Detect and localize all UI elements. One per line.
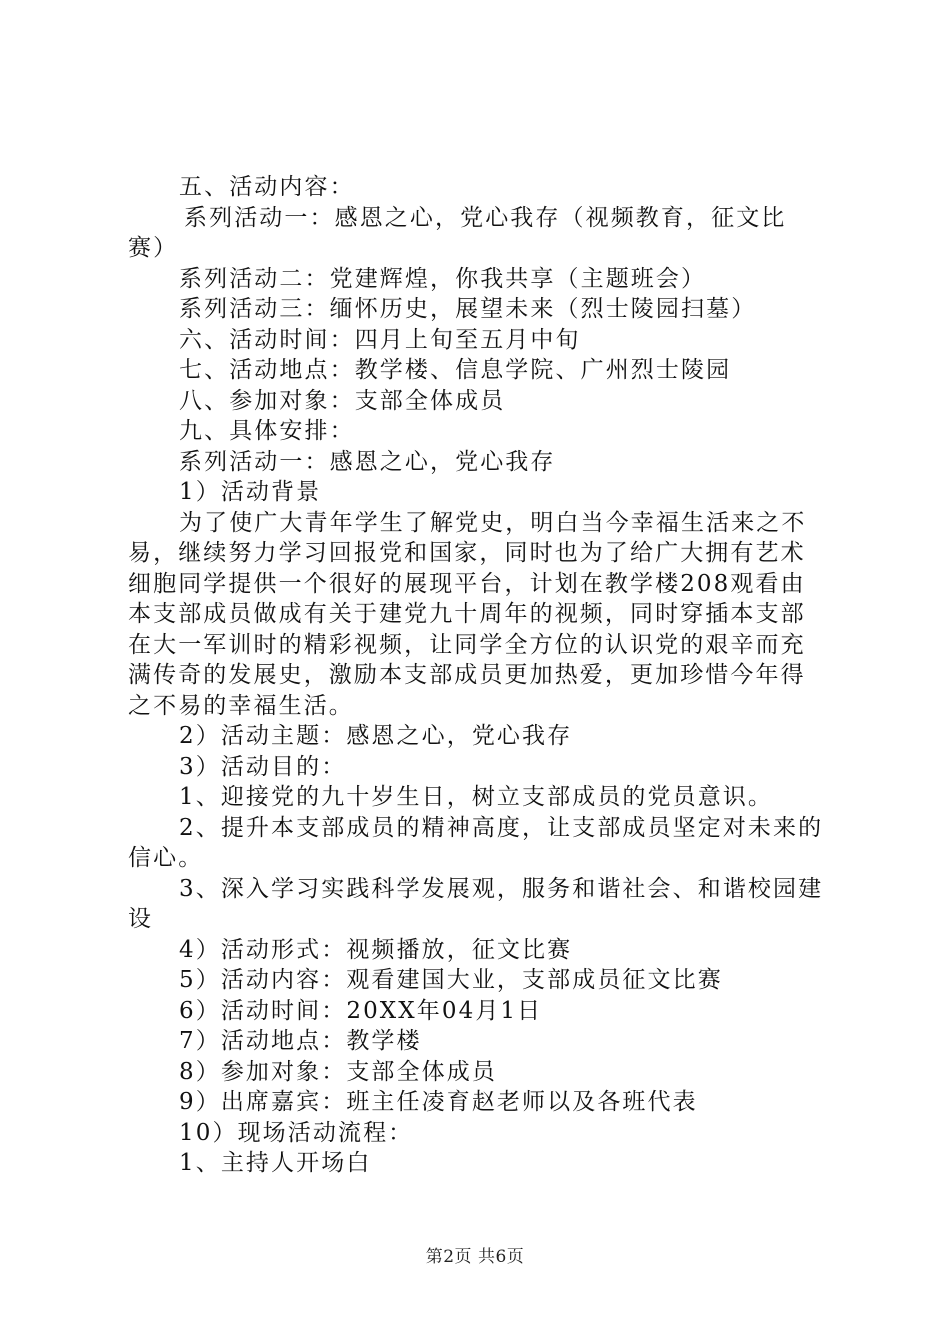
text-line: 5）活动内容：观看建国大业，支部成员征文比赛 (179, 967, 723, 993)
text-line: 1、主持人开场白 (179, 1150, 372, 1176)
text-line: 3、深入学习实践科学发展观，服务和谐社会、和谐校园建 (179, 875, 824, 902)
section-heading-participants: 八、参加对象：支部全体成员 (179, 387, 506, 414)
text-line: 设 (128, 906, 154, 932)
text-line: 7）活动地点：教学楼 (179, 1028, 422, 1054)
paragraph-line: 本支部成员做成有关于建党九十周年的视频，同时穿插本支部 (128, 601, 806, 627)
page-number-label: 第2页 共6页 (425, 1247, 525, 1267)
text-line: 系列活动一：感恩之心，党心我存 (179, 448, 556, 475)
document-body (128, 172, 833, 1179)
paragraph-line: 之不易的幸福生活。 (128, 692, 354, 719)
text-line: 3）活动目的： (179, 753, 347, 780)
text-line: 4）活动形式：视频播放，征文比赛 (179, 936, 573, 963)
section-heading-activity-location: 七、活动地点：教学楼、信息学院、广州烈士陵园 (179, 357, 732, 383)
text-line: 10）现场活动流程： (179, 1119, 414, 1146)
paragraph-line: 为了使广大青年学生了解党史，明白当今幸福生活来之不 (179, 509, 807, 536)
section-heading-arrangement: 九、具体安排： (179, 418, 355, 444)
text-line: 2）活动主题：感恩之心，党心我存 (179, 723, 573, 749)
text-line: 1、迎接党的九十岁生日，树立支部成员的党员意识。 (179, 784, 774, 810)
paragraph-line: 细胞同学提供一个很好的展现平台，计划在教学楼208观看由 (128, 570, 806, 597)
section-heading-activity-time: 六、活动时间：四月上旬至五月中旬 (179, 326, 581, 353)
text-line: 系列活动三：缅怀历史，展望未来（烈士陵园扫墓） (179, 296, 757, 322)
text-line: 8）参加对象：支部全体成员 (179, 1058, 497, 1085)
text-line: 赛） (128, 235, 179, 261)
paragraph-line: 满传奇的发展史，激励本支部成员更加热爱，更加珍惜今年得 (128, 662, 806, 688)
section-heading-activity-content: 五、活动内容： (179, 174, 355, 200)
text-line: 系列活动一：感恩之心，党心我存（视频教育，征文比 (184, 204, 787, 231)
text-line: 9）出席嘉宾：班主任凌育赵老师以及各班代表 (179, 1089, 698, 1115)
text-line: 1）活动背景 (179, 479, 322, 505)
paragraph-line: 易，继续努力学习回报党和国家，同时也为了给广大拥有艺术 (128, 540, 806, 566)
text-line: 2、提升本支部成员的精神高度，让支部成员坚定对未来的 (179, 814, 824, 841)
text-line: 6）活动时间：20XX年04月1日 (179, 997, 543, 1024)
paragraph-line: 在大一军训时的精彩视频，让同学全方位的认识党的艰辛而充 (128, 631, 806, 658)
page-footer (0, 1242, 950, 1267)
text-line: 系列活动二：党建辉煌，你我共享（主题班会） (179, 265, 707, 292)
text-line: 信心。 (128, 845, 204, 871)
